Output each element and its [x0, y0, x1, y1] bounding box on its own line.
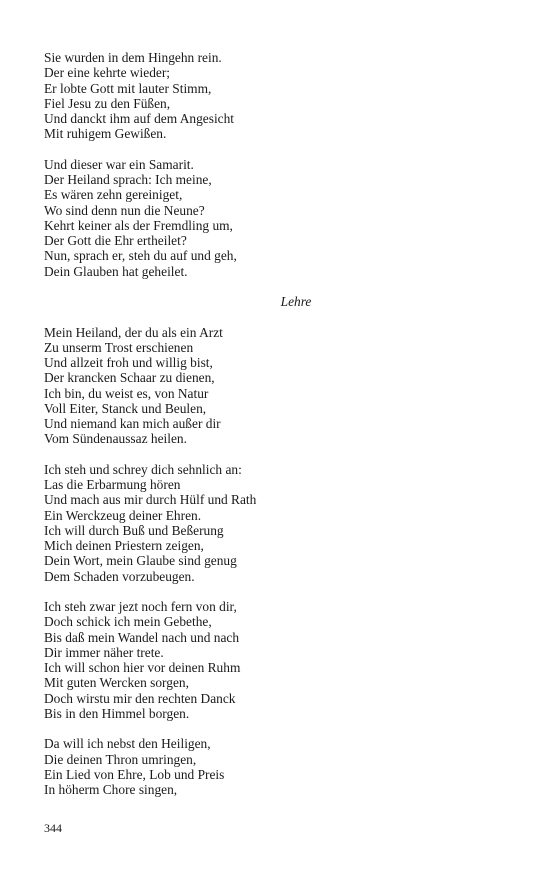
stanza-gap: [44, 309, 514, 324]
stanza: [44, 599, 514, 721]
verse-line: Er lobte Gott mit lauter Stimm,: [44, 80, 212, 96]
verse-line: Sie wurden in dem Hingehn rein.: [44, 50, 222, 65]
verse-line: Dir immer näher trete.: [44, 644, 164, 660]
stanza: [44, 325, 514, 447]
stanza-gap: [44, 721, 514, 736]
verse-line: Die deinen Thron umringen,: [44, 751, 197, 767]
stanza-gap: [44, 279, 514, 294]
poem-page: [44, 50, 514, 797]
verse-line: Und dieser war ein Samarit.: [44, 156, 194, 172]
stanza: [44, 157, 514, 279]
stanza: [44, 462, 514, 584]
verse-line: Dein Wort, mein Glaube sind genug: [44, 553, 237, 569]
verse-line: In höherm Chore singen,: [44, 782, 178, 797]
verse-line: Der Gott die Ehr ertheilet?: [44, 233, 187, 248]
verse-line: Vom Sündenaussaz heilen.: [44, 431, 187, 447]
verse-line: Doch schick ich mein Gebethe,: [44, 614, 212, 630]
verse-line: Nun, sprach er, steh du auf und geh,: [44, 248, 237, 264]
verse-line: Dein Glauben hat geheilet.: [44, 263, 188, 279]
verse-line: Ich steh zwar jezt noch fern von dir,: [44, 599, 237, 614]
verse-line: Ein Werckzeug deiner Ehren.: [44, 507, 202, 523]
poem-part-1: [44, 50, 514, 279]
verse-line: Bis in den Himmel borgen.: [44, 705, 190, 721]
stanza: [44, 736, 514, 797]
verse-line: Ich will durch Buß und Beßerung: [44, 522, 224, 538]
section-heading: Lehre: [280, 294, 312, 309]
stanza-gap: [44, 447, 514, 462]
verse-line: Kehrt keiner als der Fremdling um,: [44, 217, 233, 233]
verse-line: Fiel Jesu zu den Füßen,: [44, 95, 171, 111]
verse-line: Ich steh und schrey dich sehnlich an:: [44, 461, 242, 477]
verse-line: Und danckt ihm auf dem Angesicht: [44, 111, 235, 126]
page-number: 344: [44, 821, 62, 835]
verse-line: Und mach aus mir durch Hülf und Rath: [44, 492, 257, 508]
stanza-gap: [44, 142, 514, 157]
verse-line: Mein Heiland, der du als ein Arzt: [44, 324, 223, 340]
stanza-gap: [44, 584, 514, 599]
verse-line: Und allzeit froh und willig bist,: [44, 355, 213, 370]
verse-line: Bis daß mein Wandel nach und nach: [44, 629, 240, 645]
verse-line: Und niemand kan mich außer dir: [44, 416, 221, 431]
verse-line: Der Heiland sprach: Ich meine,: [44, 172, 212, 187]
verse-line: Ich will schon hier vor deinen Ruhm: [44, 660, 241, 675]
verse-line: Voll Eiter, Stanck und Beulen,: [44, 400, 207, 416]
verse-line: Zu unserm Trost erschienen: [44, 339, 194, 355]
verse-line: Ein Lied von Ehre, Lob und Preis: [44, 766, 225, 782]
stanza: [44, 50, 514, 142]
verse-line: Es wären zehn gereiniget,: [44, 187, 183, 203]
verse-line: Mit ruhigem Gewißen.: [44, 126, 167, 142]
verse-line: Mich deinen Priestern zeigen,: [44, 538, 204, 553]
verse-line: Da will ich nebst den Heiligen,: [44, 736, 211, 752]
poem-part-2: [44, 325, 514, 798]
verse-line: Doch wirstu mir den rechten Danck: [44, 690, 236, 706]
verse-line: Ich bin, du weist es, von Natur: [44, 385, 209, 401]
verse-line: Mit guten Wercken sorgen,: [44, 675, 189, 691]
verse-line: Dem Schaden vorzubeugen.: [44, 568, 195, 584]
verse-line: Der eine kehrte wieder;: [44, 65, 171, 81]
verse-line: Wo sind denn nun die Neune?: [44, 202, 205, 218]
verse-line: Las die Erbarmung hören: [44, 477, 181, 492]
verse-line: Der krancken Schaar zu dienen,: [44, 370, 215, 386]
